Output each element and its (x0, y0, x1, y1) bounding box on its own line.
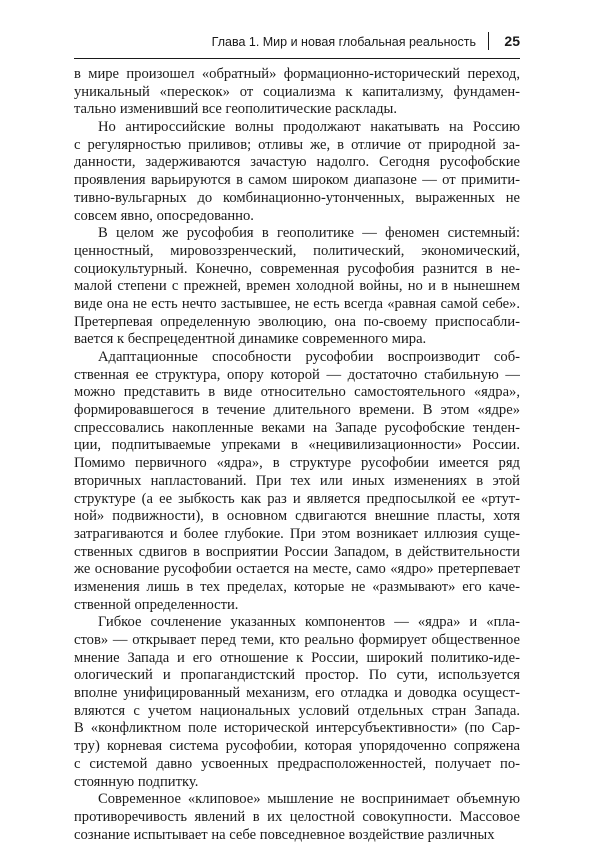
text-line: тально изменивший все геополитические расклады. (74, 101, 397, 118)
text-line: затрагиваются и более глубокие. При этом возникает иллюзия суще- (74, 525, 520, 542)
text-line: структуре (а ее зыбкость как раз и является предпосылкой ее «ртут- (74, 490, 520, 507)
text-line: вполне унифицированный механизм, его отладка и доводка осущест- (74, 685, 520, 702)
text-line: проявления варьируются в самом широком диапазоне — от примити- (74, 172, 520, 189)
text-line: уникальный «перескок» от социализма к капитализму, фундамен- (74, 83, 520, 100)
text-line: с системой давно усвоенных предрасположенностей, получает по- (74, 755, 520, 772)
chapter-title: Глава 1. Мир и новая глобальная реальность (211, 35, 476, 49)
text-line: стов» — открывает перед теми, кто реально формирует общественное (74, 632, 520, 648)
text-line: можно представить в виде относительно самостоятельного «ядра», (74, 384, 520, 401)
text-line: ции, подпитываемые упреками в «нецивилизационности» России. (74, 437, 520, 454)
paragraph (74, 349, 520, 614)
text-line: мнение Запада и его отношение к России, широкий политико-иде- (74, 649, 520, 666)
text-line: социокультурный. Конечно, современная русофобия разнится в не- (74, 260, 520, 277)
text-line: вается к беспрецедентной динамике современного мира. (74, 331, 427, 348)
text-line: Претерпевая определенную эволюцию, она по-своему приспосабли- (74, 313, 520, 330)
text-line: ной» подвижности), в основном сдвигаются внешние пласты, хотя (74, 508, 520, 525)
paragraph (74, 66, 520, 119)
text-line: в мире произошел «обратный» формационно-исторический переход, (74, 66, 520, 82)
text-line: тру) корневая система русофобии, которая упорядоченно сопряжена (74, 738, 520, 755)
text-line: данности, задерживаются зачастую надолго. Сегодня русофобские (74, 154, 520, 171)
text-line: ологический и пропагандистский простор. По сути, используется (74, 667, 520, 684)
header-rule (74, 58, 520, 59)
page-number: 25 (504, 33, 520, 49)
paragraph (74, 614, 520, 791)
paragraph (74, 791, 520, 844)
paragraph (74, 119, 520, 225)
text-line: малой степени с прежней, времен холодной войны, но и в нынешнем (74, 278, 520, 295)
text-line: В «конфликтном поле исторической интерсубъективности» (по Сар- (74, 720, 520, 737)
text-line: ственной определенности. (74, 596, 239, 613)
text-line: Помимо первичного «ядра», в структуре русофобии имеется ряд (74, 455, 520, 472)
text-line: ценностный, мировоззренческий, политический, экономический, (74, 242, 520, 259)
running-header (74, 32, 520, 54)
text-line: Гибкое сочленение указанных компонентов — «ядра» и «пла- (98, 614, 520, 631)
text-line: стоянную подпитку. (74, 773, 199, 790)
text-line: тивно-вульгарных до комбинационно-утонченных, выраженных не (74, 189, 520, 206)
text-line: формировавшегося в течение длительного времени. В этом «ядре» (74, 402, 520, 419)
body-text (74, 66, 520, 844)
paragraph (74, 225, 520, 349)
text-line: ственная ее структура, опору которой — достаточно стабильную — (74, 366, 520, 383)
text-line: вляются с учетом национальных условий отдельных стран Запада. (74, 702, 520, 719)
header-separator (488, 32, 490, 50)
text-line: с регулярностью приливов; отливы же, в отличие от природной за- (74, 136, 520, 153)
text-line: вторичных напластований. При тех или иных изменениях в этой (74, 472, 520, 489)
text-line: совсем явно, опосредованно. (74, 207, 254, 224)
text-line: изменения лишь в тех пределах, которые не «размывают» его каче- (74, 578, 520, 595)
text-line: ственных сдвигов в восприятии России Западом, в действительности (74, 543, 520, 560)
text-line: В целом же русофобия в геополитике — феномен системный: (98, 225, 520, 242)
text-line: Современное «клиповое» мышление не воспринимает объемную (98, 791, 520, 808)
text-line: противоречивость явлений в их целостной совокупности. Массовое (74, 808, 520, 825)
text-line: спрессовались накопленные веками на Западе русофобские тенден- (74, 419, 520, 436)
text-line: Но антироссийские волны продолжают накатывать на Россию (98, 119, 520, 136)
text-line: виде она не есть нечто застывшее, не есть всегда «равная самой себе». (74, 295, 520, 312)
text-line: сознание испытывает на себе повседневное воздействие различных (74, 826, 495, 843)
text-line: же основание русофобии остается на месте, само «ядро» претерпевает (74, 561, 520, 578)
text-line: Адаптационные способности русофобии воспроизводит соб- (98, 349, 520, 365)
